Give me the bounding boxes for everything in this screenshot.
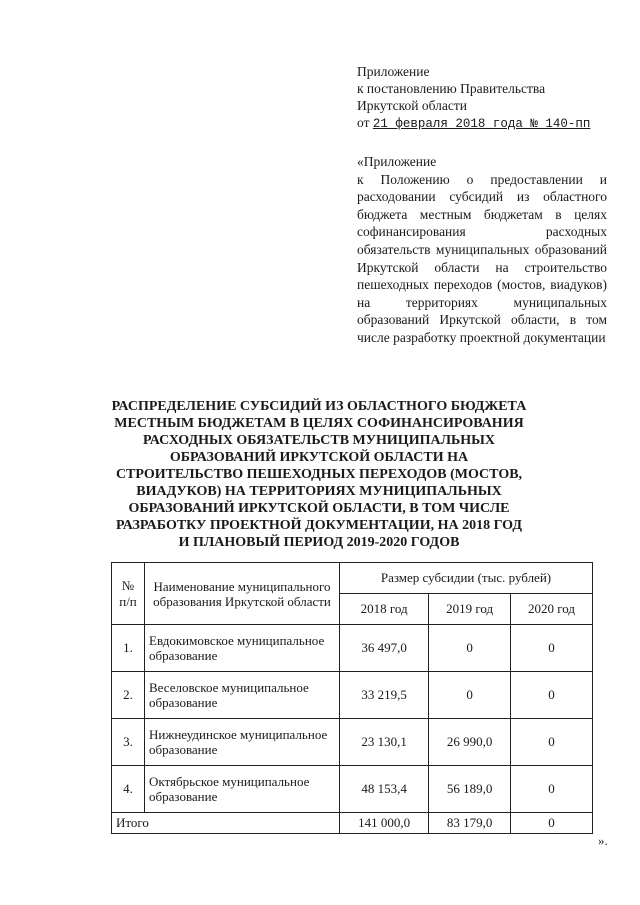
table-header-row <box>112 563 593 594</box>
row-number: 2. <box>112 672 145 719</box>
row-value-2018: 36 497,0 <box>340 625 429 672</box>
row-value-2020: 0 <box>511 766 593 813</box>
row-number: 1. <box>112 625 145 672</box>
table-row <box>112 625 593 672</box>
row-value-2019: 0 <box>429 672 511 719</box>
attachment-resolution: к постановлению Правительства <box>357 81 546 96</box>
header-number: № п/п <box>112 563 145 625</box>
row-value-2018: 48 153,4 <box>340 766 429 813</box>
document-heading: РАСПРЕДЕЛЕНИЕ СУБСИДИЙ ИЗ ОБЛАСТНОГО БЮДЖЕТА МЕСТНЫМ БЮДЖЕТАМ В ЦЕЛЯХ СОФИНАНСИРОВАНИЯ РАСХОДНЫХ ОБЯЗАТЕЛЬСТВ МУНИЦИПАЛЬНЫХ ОБРАЗОВАНИЙ ИРКУТСКОЙ ОБЛАСТИ НА СТРОИТЕЛЬСТВО ПЕШЕХОДНЫХ ПЕРЕХОДОВ (МОСТОВ, ВИАДУКОВ) НА ТЕРРИТОРИЯХ МУНИЦИПАЛЬНЫХ ОБРАЗОВАНИЙ ИРКУТСКОЙ ОБЛАСТИ, В ТОМ ЧИСЛЕ РАЗРАБОТКУ ПРОЕКТНОЙ ДОКУМЕНТАЦИИ, НА 2018 ГОД И ПЛАНОВЫЙ ПЕРИОД 2019-2020 ГОДОВ <box>111 399 527 550</box>
row-value-2019: 56 189,0 <box>429 766 511 813</box>
total-label: Итого <box>112 813 340 834</box>
appendix-title: «Приложение <box>357 154 437 169</box>
header-municipality: Наименование муниципального образования Иркутской области <box>145 563 340 625</box>
row-value-2020: 0 <box>511 625 593 672</box>
subsidy-table <box>111 562 593 834</box>
date-prefix: от <box>357 115 370 130</box>
closing-quote: ». <box>598 833 608 848</box>
table-row <box>112 719 593 766</box>
header-year-2018: 2018 год <box>340 594 429 625</box>
appendix-text: к Положению о предоставлении и расходовании субсидий из областного бюджета местным бюджетам в целях софинансирования расходных обязательств муниципальных образований Иркутской области на строительство пешеходных переходов (мостов, виадуков) на территориях муниципальных образований Иркутской области, в том числе разработку проектной документации <box>357 171 607 345</box>
row-value-2018: 23 130,1 <box>340 719 429 766</box>
header-year-2020: 2020 год <box>511 594 593 625</box>
table-total-row <box>112 813 593 834</box>
row-number: 3. <box>112 719 145 766</box>
row-number: 4. <box>112 766 145 813</box>
row-municipality: Веселовское муниципальное образование <box>145 672 340 719</box>
row-value-2018: 33 219,5 <box>340 672 429 719</box>
attachment-region: Иркутской области <box>357 98 468 113</box>
row-municipality: Евдокимовское муниципальное образование <box>145 625 340 672</box>
attachment-date-line <box>357 114 607 133</box>
header-year-2019: 2019 год <box>429 594 511 625</box>
row-value-2019: 0 <box>429 625 511 672</box>
total-value-2019: 83 179,0 <box>429 813 511 834</box>
total-value-2018: 141 000,0 <box>340 813 429 834</box>
row-municipality: Октябрьское муниципальное образование <box>145 766 340 813</box>
row-value-2020: 0 <box>511 719 593 766</box>
row-value-2019: 26 990,0 <box>429 719 511 766</box>
appendix-block <box>357 153 607 347</box>
row-municipality: Нижнеудинское муниципальное образование <box>145 719 340 766</box>
attachment-title: Приложение <box>357 64 430 79</box>
total-value-2020: 0 <box>511 813 593 834</box>
header-subsidy-amount: Размер субсидии (тыс. рублей) <box>340 563 593 594</box>
resolution-date-number: 21 февраля 2018 года № 140-пп <box>372 117 591 131</box>
table-row <box>112 672 593 719</box>
table-row <box>112 766 593 813</box>
row-value-2020: 0 <box>511 672 593 719</box>
attachment-block <box>357 63 607 133</box>
